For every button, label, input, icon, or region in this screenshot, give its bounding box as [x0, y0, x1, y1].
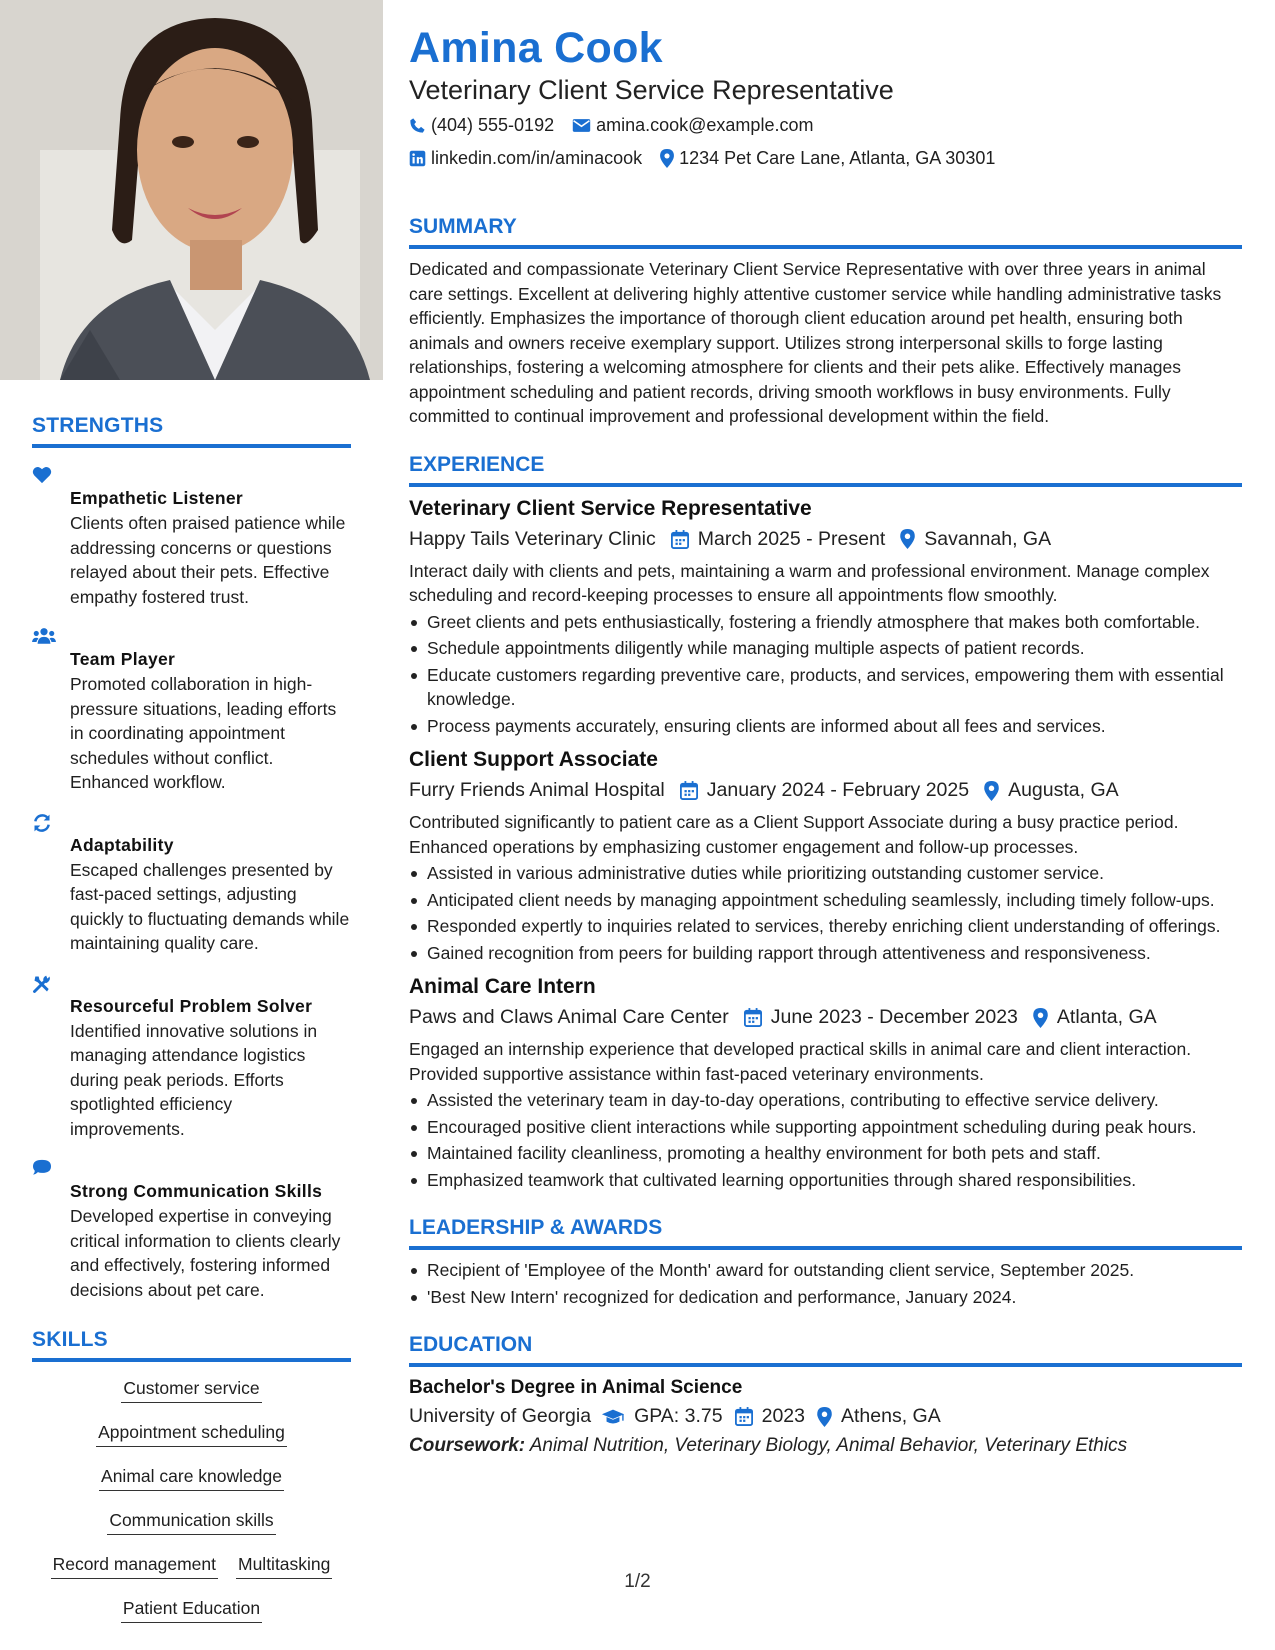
- job-dates-group: [671, 528, 886, 551]
- gpa-text: GPA: 3.75: [634, 1405, 723, 1427]
- awards-heading: LEADERSHIP & AWARDS: [409, 1216, 663, 1239]
- skill-tag: Multitasking: [236, 1546, 332, 1579]
- strength-name: Empathetic Listener: [70, 488, 243, 508]
- job-meta: [409, 779, 1242, 802]
- job-location: Atlanta, GA: [1056, 1006, 1157, 1028]
- award-item: 'Best New Intern' recognized for dedication and performance, January 2024.: [409, 1285, 1242, 1310]
- award-item: Recipient of 'Employee of the Month' award for outstanding client service, September 2025.: [409, 1258, 1242, 1283]
- strength-name: Resourceful Problem Solver: [70, 995, 313, 1016]
- job-company: Happy Tails Veterinary Clinic: [409, 527, 656, 550]
- phone-icon: [409, 117, 426, 134]
- skill-tag: Appointment scheduling: [96, 1414, 287, 1447]
- map-pin-icon: [900, 529, 915, 549]
- skill-tag: Customer service: [121, 1370, 261, 1403]
- gpa-group: [601, 1405, 723, 1428]
- skill-tag: Animal care knowledge: [99, 1458, 284, 1491]
- bullet-item: Greet clients and pets enthusiastically, fostering a friendly atmosphere that makes both comfortable.: [409, 610, 1242, 635]
- coursework-text: Animal Nutrition, Veterinary Biology, Animal Behavior, Veterinary Ethics: [529, 1435, 1128, 1456]
- email-text: amina.cook@example.com: [596, 115, 814, 135]
- sidebar: [0, 0, 383, 1650]
- main-content: [409, 0, 1242, 1457]
- experience-section: [409, 453, 1242, 1193]
- email-contact[interactable]: [572, 115, 813, 136]
- bullet-item: Gained recognition from peers for building rapport through attentiveness and responsiveness.: [409, 941, 1242, 966]
- chat-icon: [32, 1157, 70, 1302]
- school-location-group: [817, 1405, 941, 1428]
- bullet-item: Educate customers regarding preventive care, products, and services, empowering them with essential knowledge.: [409, 663, 1242, 712]
- map-pin-icon: [984, 781, 999, 801]
- contact-row-2: [409, 148, 1242, 169]
- summary-rule: [409, 245, 1242, 249]
- calendar-icon: [680, 781, 698, 800]
- job-location: Savannah, GA: [924, 527, 1052, 550]
- education-meta: [409, 1405, 1242, 1428]
- skills-list: [32, 1370, 351, 1634]
- job-description: Contributed significantly to patient care as a Client Support Associate during a busy practice period. Enhanced operations by emphasizing customer engagement and follow-up processes.: [409, 812, 1179, 857]
- heart-icon: [32, 464, 70, 609]
- refresh-icon: [32, 811, 70, 956]
- job-entry: [409, 497, 1242, 739]
- job-description: Engaged an internship experience that developed practical skills in animal care and client interaction. Provided supportive assistance within fast-paced veterinary environments.: [409, 1039, 1192, 1084]
- strength-item: [32, 464, 351, 609]
- job-title: Client Support Associate: [409, 748, 658, 771]
- awards-section: [409, 1216, 1242, 1309]
- bullet-item: Maintained facility cleanliness, promoting a healthy environment for both pets and staff.: [409, 1141, 1242, 1166]
- phone-contact[interactable]: [409, 115, 554, 136]
- education-section: [409, 1333, 1242, 1457]
- year-group: [735, 1405, 805, 1428]
- awards-rule: [409, 1246, 1242, 1250]
- candidate-role: Veterinary Client Service Representative: [409, 75, 894, 105]
- job-dates: June 2023 - December 2023: [770, 1006, 1018, 1028]
- job-company: Paws and Claws Animal Care Center: [409, 1006, 729, 1028]
- skill-tag: Patient Education: [121, 1590, 262, 1623]
- bullet-item: Assisted the veterinary team in day-to-day operations, contributing to effective service delivery.: [409, 1088, 1242, 1113]
- job-title: Veterinary Client Service Representative: [409, 496, 812, 520]
- job-dates-group: [744, 1006, 1018, 1029]
- strength-desc: Clients often praised patience while addressing concerns or questions relayed about their pets. Effective empathy fostered trust.: [70, 513, 346, 607]
- strengths-rule: [32, 444, 351, 448]
- coursework-line: [409, 1435, 1242, 1457]
- map-pin-icon: [660, 149, 674, 168]
- job-bullets: [409, 1088, 1242, 1192]
- awards-list: [409, 1258, 1242, 1309]
- bullet-item: Process payments accurately, ensuring clients are informed about all fees and services.: [409, 714, 1242, 739]
- bullet-item: Anticipated client needs by managing appointment scheduling seamlessly, including timely follow-ups.: [409, 888, 1242, 913]
- job-bullets: [409, 610, 1242, 739]
- education-heading: EDUCATION: [409, 1333, 533, 1356]
- bullet-item: Encouraged positive client interactions while supporting appointment scheduling during peak hours.: [409, 1115, 1242, 1140]
- job-location-group: [1033, 1006, 1157, 1029]
- job-meta: [409, 528, 1242, 551]
- job-dates: January 2024 - February 2025: [706, 779, 970, 801]
- map-pin-icon: [1033, 1008, 1048, 1028]
- bullet-item: Responded expertly to inquiries related to services, thereby enriching client understanding of offerings.: [409, 914, 1242, 939]
- linkedin-contact[interactable]: [409, 148, 642, 169]
- address-contact: [660, 148, 995, 169]
- contact-row: [409, 115, 1242, 136]
- calendar-icon: [671, 530, 689, 549]
- job-entry: [409, 975, 1242, 1192]
- linkedin-icon: [409, 150, 426, 167]
- users-icon: [32, 625, 70, 795]
- calendar-icon: [735, 1407, 753, 1426]
- skills-rule: [32, 1358, 351, 1362]
- job-title: Animal Care Intern: [409, 975, 596, 998]
- graduation-cap-icon: [601, 1408, 625, 1426]
- summary-section: [409, 215, 1242, 429]
- address-text: 1234 Pet Care Lane, Atlanta, GA 30301: [679, 148, 996, 168]
- calendar-icon: [744, 1008, 762, 1027]
- school-name: University of Georgia: [409, 1405, 592, 1427]
- bullet-item: Emphasized teamwork that cultivated learning opportunities through shared responsibilities.: [409, 1168, 1242, 1193]
- job-location-group: [984, 779, 1119, 802]
- skills-heading: SKILLS: [32, 1328, 108, 1351]
- strength-item: [32, 811, 351, 956]
- strength-name: Adaptability: [70, 834, 174, 855]
- bullet-item: Assisted in various administrative duties while prioritizing outstanding customer service.: [409, 861, 1242, 886]
- education-rule: [409, 1363, 1242, 1367]
- linkedin-text: linkedin.com/in/aminacook: [431, 148, 643, 168]
- summary-heading: SUMMARY: [409, 215, 517, 238]
- strength-item: [32, 972, 351, 1142]
- envelope-icon: [572, 118, 591, 133]
- strength-desc: Escaped challenges presented by fast-paced settings, adjusting quickly to fluctuating demands while maintaining quality care.: [70, 859, 350, 953]
- job-entry: [409, 748, 1242, 965]
- job-meta: [409, 1006, 1242, 1029]
- strengths-heading: STRENGTHS: [32, 414, 164, 437]
- strength-desc: Promoted collaboration in high-pressure situations, leading efforts in coordinating appointment schedules without conflict. Enhanced workflow.: [70, 674, 337, 792]
- strength-desc: Developed expertise in conveying critical information to clients clearly and effectively, fostering informed decisions about pet care.: [70, 1206, 341, 1300]
- experience-heading: EXPERIENCE: [409, 452, 545, 476]
- strength-desc: Identified innovative solutions in managing attendance logistics during peak periods. Efforts spotlighted efficiency improvements.: [70, 1020, 318, 1139]
- job-bullets: [409, 861, 1242, 965]
- coursework-label: Coursework:: [409, 1435, 526, 1456]
- bullet-item: Schedule appointments diligently while managing multiple aspects of patient records.: [409, 636, 1242, 661]
- strength-name: Team Player: [70, 649, 176, 669]
- tools-icon: [32, 972, 70, 1142]
- degree-title: Bachelor's Degree in Animal Science: [409, 1377, 743, 1398]
- skill-tag: Communication skills: [107, 1502, 275, 1535]
- strength-name: Strong Communication Skills: [70, 1181, 323, 1201]
- job-location-group: [900, 528, 1051, 551]
- job-company: Furry Friends Animal Hospital: [409, 779, 665, 801]
- graduation-year: 2023: [761, 1405, 805, 1427]
- strength-item: [32, 625, 351, 795]
- job-description: Interact daily with clients and pets, maintaining a warm and professional environment. Manage complex scheduling and record-keeping processes to ensure all appointments flow smoothly.: [409, 560, 1210, 605]
- page-number: 1/2: [624, 1571, 651, 1592]
- candidate-name: Amina Cook: [409, 24, 663, 72]
- summary-text: Dedicated and compassionate Veterinary Client Service Representative with over three years in animal care settings. Excellent at delivering highly attentive customer service while handling administrative tasks efficiently. Emphasizes the importance of thorough client education around pet health, ensuring both animals and owners receive exemplary support. Utilizes strong interpersonal skills to forge lasting relationships, fostering a welcoming atmosphere for clients and their pets alike. Effectively manages appointment scheduling and patient records, driving smooth workflows in busy environments. Fully committed to continual improvement and professional development within the field.: [409, 259, 1222, 426]
- job-dates-group: [680, 779, 969, 802]
- skill-tag: Record management: [51, 1546, 218, 1579]
- experience-rule: [409, 483, 1242, 487]
- profile-photo: [0, 0, 383, 380]
- school-location: Athens, GA: [841, 1405, 941, 1427]
- job-dates: March 2025 - Present: [697, 527, 886, 550]
- map-pin-icon: [817, 1407, 832, 1427]
- phone-text: (404) 555-0192: [431, 115, 555, 135]
- strength-item: [32, 1157, 351, 1302]
- job-location: Augusta, GA: [1008, 779, 1119, 801]
